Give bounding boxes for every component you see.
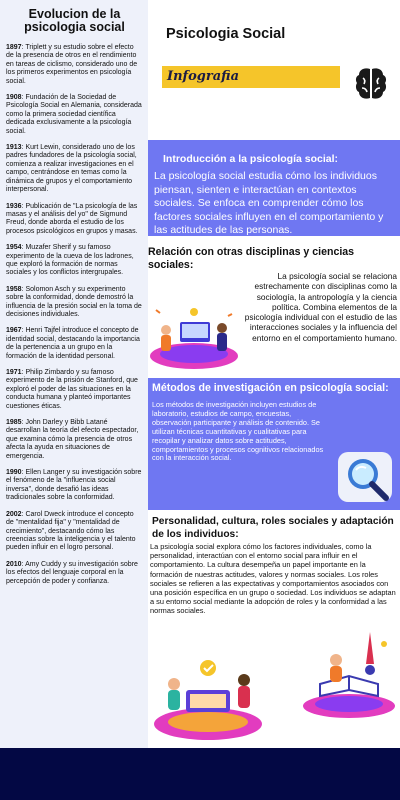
magnifier-icon	[334, 446, 396, 508]
footer-bar	[0, 748, 400, 800]
timeline-item	[6, 144, 143, 194]
timeline-text: : Muzafer Sherif y su famoso experimento de la cueva de los ladrones, que exploró la formación de normas sociales y los conflictos intergrupales.	[6, 244, 134, 277]
timeline-text: : Solomon Asch y su experimento sobre la conformidad, donde demostró la influencia de la presión social en la toma de decisiones individuales.	[6, 285, 142, 318]
page-title: Psicologia Social	[166, 26, 286, 42]
timeline-year: 1908	[6, 94, 22, 102]
timeline-year: 1971	[6, 369, 22, 376]
intro-body: La psicología social estudia cómo los individuos piensan, sienten e interactúan en contextos sociales. Se enfoca en comprender cómo los factores sociales influyen en el comportamiento y las actitudes de las personas.	[154, 170, 384, 237]
timeline-item	[6, 94, 143, 136]
timeline-year: 1936	[6, 202, 22, 210]
timeline-text: : Henri Tajfel introduce el concepto de identidad social, destacando la importancia de la pertenencia a un grupo en la formación de la identidad personal.	[6, 327, 140, 360]
badge-label: Infografia	[167, 69, 240, 84]
collaboration-illustration	[152, 650, 264, 742]
timeline-text: : John Darley y Bibb Latané desarrollan la teoría del efecto espectador, que examina cómo la presencia de otros afecta la ayuda en situaciones de emergencia.	[6, 419, 139, 460]
timeline-year: 2010	[6, 560, 22, 568]
timeline-year: 1954	[6, 244, 22, 252]
timeline-item	[6, 286, 143, 320]
methods-heading: Métodos de investigación en psicología social:	[152, 382, 389, 394]
timeline-item	[6, 203, 143, 237]
intro-heading: Introducción a la psicología social:	[163, 153, 339, 165]
relation-body: La psicología social se relaciona estrechamente con disciplinas como la sociología, la antropología y la ciencia política. Combina elementos de la psicología individual con el estudio de las interacciones sociales y la influencia del entorno en el comportamiento humano.	[244, 271, 397, 343]
timeline-item	[6, 511, 143, 553]
brain-icon	[354, 66, 388, 102]
timeline-title: Evolucion de la psicologia social	[24, 7, 125, 34]
personality-body: La psicología social explora cómo los factores individuales, como la personalidad, interactúan con el entorno social para influir en el comportamiento. La cultura desempeña un papel importante en la formación de nuestras actitudes, valores y normas sociales. Los roles sociales se refieren a las expectativas y comportamientos asociados con una posición específica en un grupo o sociedad. Los individuos se adaptan a su entorno social mediante la adopción de roles y la conformidad a las normas sociales.	[150, 542, 396, 616]
timeline-text: : Ellen Langer y su investigación sobre el fenómeno de la "influencia social inversa", donde desafió las ideas tradicionales sobre la conformidad.	[6, 469, 142, 502]
timeline-text: : Philip Zimbardo y su famoso experimento de la prisión de Stanford, que exploró el poder de las situaciones en la conducta humana y planteó importantes cuestiones éticas.	[6, 369, 138, 410]
timeline-year: 1967	[6, 327, 22, 335]
timeline-year: 1985	[6, 419, 22, 427]
timeline-item	[6, 369, 143, 411]
timeline-text: : Amy Cuddy y su investigación sobre los efectos del lenguaje corporal en la percepción de poder y confianza.	[6, 560, 138, 585]
intro-section	[148, 140, 400, 236]
timeline-list	[6, 44, 143, 586]
timeline-item	[6, 44, 143, 86]
reading-illustration	[300, 624, 398, 720]
methods-body: Los métodos de investigación incluyen estudios de laboratorio, estudios de campo, encuestas, observación participante y análisis de contenido. Se utilizan técnicas cuantitativas y cualitativas para recopilar y analizar datos sobre actitudes, comportamientos y procesos cognitivos relacionados con la interacción social.	[152, 400, 324, 463]
timeline-item	[6, 327, 143, 361]
timeline-text: : Carol Dweck introduce el concepto de "mentalidad fija" y "mentalidad de crecimiento", destacando cómo las creencias sobre la inteligencia y el talento pueden influir en el logro personal.	[6, 510, 136, 552]
timeline-text: : Kurt Lewin, considerado uno de los padres fundadores de la psicología social, comienza a realizar investigaciones en el campo, centrándose en temas como la dinámica de grupos y el comportamiento interpersonal.	[6, 144, 137, 194]
timeline-item	[6, 469, 143, 503]
main-content	[148, 0, 400, 748]
timeline-item	[6, 561, 143, 586]
timeline-year: 2002	[6, 510, 22, 518]
people-discussion-illustration	[148, 300, 240, 372]
timeline-item	[6, 419, 143, 461]
timeline-item	[6, 244, 143, 278]
relation-heading: Relación con otras disciplinas y ciencias sociales:	[148, 246, 355, 271]
timeline-text: : Fundación de la Sociedad de Psicología Social en Alemania, considerada como la primera sociedad científica dedicada exclusivamente a la psicología social.	[6, 94, 142, 135]
timeline-year: 1958	[6, 285, 22, 293]
personality-heading: Personalidad, cultura, roles sociales y adaptación de los individuos:	[152, 516, 394, 540]
timeline-year: 1990	[6, 469, 22, 477]
timeline-text: : Publicación de "La psicología de las masas y el análisis del yo" de Sigmund Freud, donde aborda el estudio de los procesos psicológicos en grupos y masas.	[6, 202, 138, 235]
timeline-text: : Triplett y su estudio sobre el efecto de la presencia de otros en el rendimiento en tareas de ciclismo, considerado uno de los primeros experimentos en psicología social.	[6, 44, 138, 85]
infografia-badge	[162, 66, 340, 88]
timeline-sidebar	[0, 0, 148, 748]
timeline-year: 1913	[6, 144, 22, 152]
timeline-year: 1897	[6, 44, 22, 51]
